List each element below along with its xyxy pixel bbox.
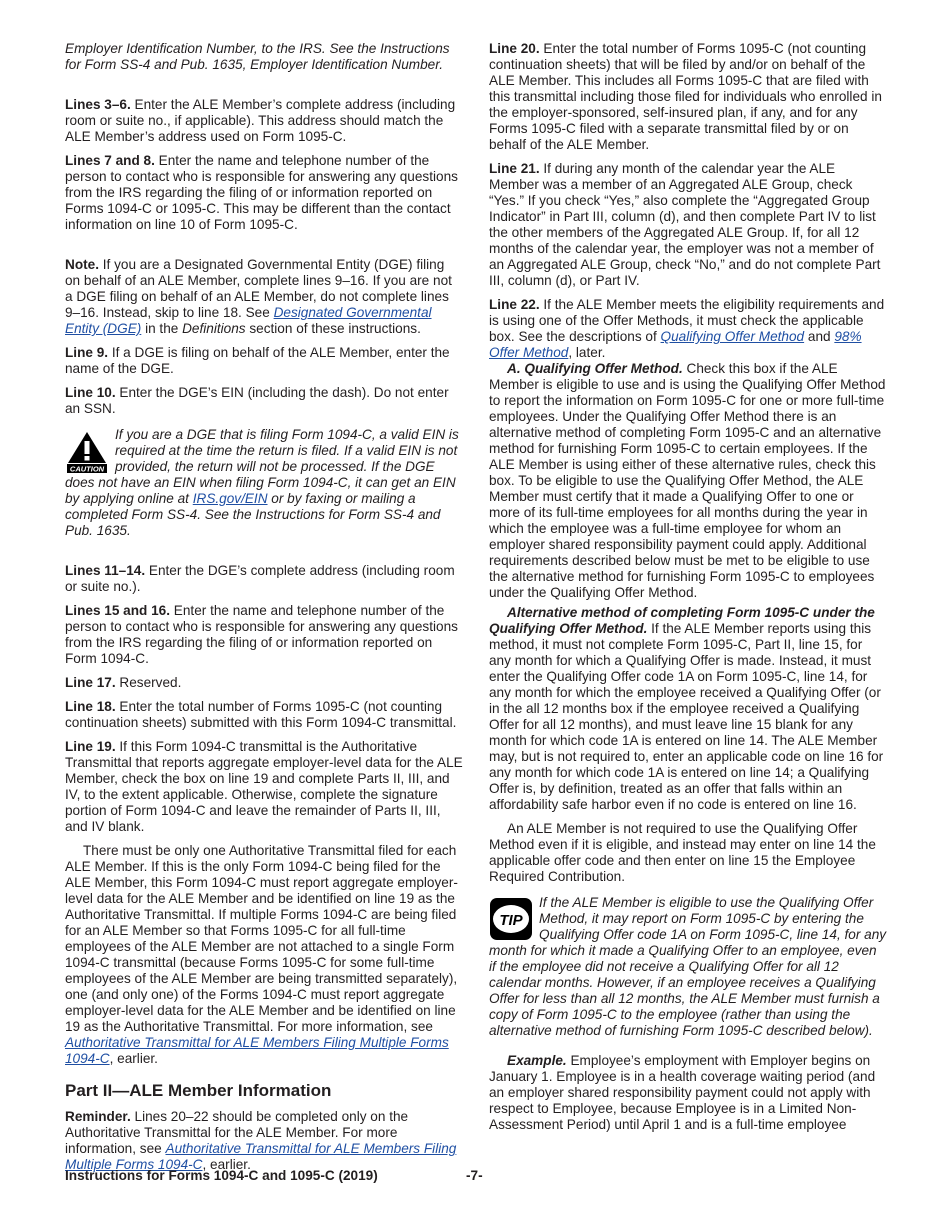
paragraph-example (489, 1053, 887, 1133)
tip-icon (489, 897, 533, 941)
paragraph-line-20 (489, 41, 887, 153)
link-authoritative-transmittal-reminder[interactable]: Authoritative Transmittal for ALE Members Filing Multiple Forms 1094-C (65, 1141, 457, 1172)
heading-line-19: Line 19. (65, 739, 116, 754)
text-line-19: If this Form 1094-C transmittal is the Authoritative Transmittal that reports aggregate employer-level data for the ALE Member, check the box on line 19 and complete Parts II, III, and IV, to the extent applicable. Otherwise, complete the signature portion of Form 1094-C and leave the remainder of Parts II, III, and IV blank. (65, 739, 463, 834)
paragraph-lines-7-8 (65, 153, 463, 233)
text-line-20: Enter the total number of Forms 1095-C (not counting continuation sheets) that will be filed by and/or on behalf of the ALE Member. This includes all Forms 1095-C that are filed with this transmittal including those filed for individuals who enrolled in the employer-sponsored, self-insured plan, if any, and for any Forms 1095-C filed with a separate transmittal filed by or on behalf of the ALE Member. (489, 41, 882, 152)
text-lines-3-6: Enter the ALE Member’s complete address (including room or suite no., if applicable). This address should match the ALE Member’s address used on Form 1095-C. (65, 97, 456, 144)
text-note-definitions: Definitions (182, 321, 246, 336)
heading-alternative-method: Alternative method of completing Form 1095-C under the Qualifying Offer Method. (489, 605, 875, 636)
tip-text: If the ALE Member is eligible to use the Qualifying Offer Method, it may report on Form 1095-C by entering the Qualifying Offer code 1A on Form 1095-C, line 14, for any month for which it made a Qualifying Offer to an employee, even if the employee did not receive a Qualifying Offer for all 12 calendar months. However, if an employee receives a Qualifying Offer for less than all 12 months, the ALE Member must furnish a copy of Form 1095-C to the employee (rather than using the alternative method of furnishing Form 1095-C described below). (489, 895, 887, 1038)
paragraph-authoritative-transmittal (65, 843, 463, 1067)
heading-line-20: Line 20. (489, 41, 540, 56)
text-example: Employee’s employment with Employer begins on January 1. Employee is in a health coverage waiting period (and an employer shared responsibility payment could not apply with respect to Employee, because Employee is in a Limited Non-Assessment Period) until April 1 and is a full-time employee (489, 1053, 876, 1132)
text-line-21: If during any month of the calendar year the ALE Member was a member of an Aggregated ALE Group, check “Yes.” If you check “Yes,” also complete the “Aggregated Group Indicator” in Part III, column (d), and then complete Part IV to list the other members of the Aggregated ALE Group. If, for all 12 months of the calendar year, the employer was not a member of an Aggregated ALE Group, check “No,” and do not complete Part III, column (d), or Part IV. (489, 161, 881, 288)
paragraph-line-9 (65, 345, 463, 377)
text-reminder-2: , earlier. (202, 1157, 251, 1172)
paragraph-not-required: An ALE Member is not required to use the Qualifying Offer Method even if it is eligible, and instead may enter on line 14 the applicable offer code and then enter on line 15 the Employee Required Contribution. (489, 821, 876, 884)
tip-callout (489, 895, 887, 1039)
heading-line-10: Line 10. (65, 385, 116, 400)
left-column (65, 41, 463, 1181)
text-qualifying-offer-method: Check this box if the ALE Member is eligible to use and is using the Qualifying Offer Method to report the information on Form 1095-C for one or more full-time employees. Under the Qualifying Offer Method there is an alternative method of completing Form 1095-C and an alternative method for furnishing Form 1095-C to certain employees. If the ALE Member is using either of these alternative rules, check this box. To be eligible to use the Qualifying Offer Method, the ALE Member must certify that it made a Qualifying Offer to one or more of its full-time employees for all months during the year in which the employee was a full-time employee for whom an employer shared responsibility payment could apply. Additional requirements described below must be met to be eligible to use the alternative method for furnishing Form 1095-C to employees under the Qualifying Offer Method. (489, 361, 886, 600)
paragraph-line-21 (489, 161, 887, 289)
text-authoritative-2: , earlier. (109, 1051, 158, 1066)
link-98-offer-method[interactable]: 98% Offer Method (489, 329, 862, 360)
text-lines-15-16: Enter the name and telephone number of the person to contact who is responsible for answering any questions from the IRS regarding the filing of or information reported on Form 1094-C. (65, 603, 458, 666)
right-column (489, 41, 887, 1141)
text-note-3: section of these instructions. (245, 321, 421, 336)
heading-example: Example. (507, 1053, 567, 1068)
paragraph-ein-continued: Employer Identification Number, to the IRS. See the Instructions for Form SS-4 and Pub. 1635, Employer Identification Number. (65, 41, 450, 72)
heading-lines-7-8: Lines 7 and 8. (65, 153, 155, 168)
text-line-10: Enter the DGE’s EIN (including the dash). Do not enter an SSN. (65, 385, 449, 416)
paragraph-line-17 (65, 675, 463, 691)
paragraph-alternative-method (489, 605, 887, 813)
heading-line-22: Line 22. (489, 297, 540, 312)
heading-line-9: Line 9. (65, 345, 109, 360)
text-note-2: in the (141, 321, 183, 336)
tip-label: TIP (499, 912, 523, 929)
text-line-22-3: , later. (568, 345, 606, 360)
paragraph-reminder (65, 1109, 463, 1173)
heading-qualifying-offer-method: A. Qualifying Offer Method. (507, 361, 683, 376)
paragraph-line-10 (65, 385, 463, 417)
heading-line-18: Line 18. (65, 699, 116, 714)
link-qualifying-offer-method[interactable]: Qualifying Offer Method (660, 329, 805, 344)
text-line-22-2: and (804, 329, 835, 344)
heading-note: Note. (65, 257, 99, 272)
heading-reminder: Reminder. (65, 1109, 131, 1124)
text-authoritative-1: There must be only one Authoritative Transmittal filed for each ALE Member. If this is the only Form 1094-C being filed for the ALE Member, this Form 1094-C must report aggregate employer-level data for the ALE Member and be identified on line 19 as the Authoritative Transmittal. If multiple Forms 1094-C are being filed for an ALE Member so that Forms 1095-C for all full-time employees of the ALE Member are not attached to a single Form 1094-C transmittal (because Forms 1095-C for some full-time employees of the ALE Member are being transmitted separately), one (and only one) of the Forms 1094-C must report aggregate employer-level data for the ALE Member and be identified on line 19 as the Authoritative Transmittal. For more information, see (65, 843, 458, 1034)
link-designated-governmental-entity[interactable]: Designated Governmental Entity (DGE) (65, 305, 432, 336)
paragraph-line-22 (489, 297, 887, 361)
text-line-17: Reserved. (115, 675, 182, 690)
link-irs-gov-ein[interactable]: IRS.gov/EIN (192, 491, 268, 506)
text-alternative-method: If the ALE Member reports using this method, it must not complete Form 1095-C, Part II, line 15, for any month for which a Qualifying Offer is made. Instead, it must enter the Qualifying Offer code 1A on Form 1095-C, line 14, for any month for which the employee received a Qualifying Offer (or in the all 12 months box if the employee received a Qualifying Offer for all 12 months), and must leave line 15 blank for any month for which code 1A is entered on line 14. The ALE Member may, but is not required to, enter an applicable code on line 16 for any month for which code 1A is entered on line 14; a Qualifying Offer is, by definition, treated as an offer that falls within an affordability safe harbor even if no code is entered on line 16. (489, 621, 884, 812)
heading-line-21: Line 21. (489, 161, 540, 176)
heading-line-17: Line 17. (65, 675, 116, 690)
caution-callout (65, 427, 463, 539)
heading-lines-3-6: Lines 3–6. (65, 97, 131, 112)
caution-text-2: or by faxing or mailing a completed Form SS-4. See the Instructions for Form SS-4 and Pub. 1635. (65, 491, 441, 538)
paragraph-line-19 (65, 739, 463, 835)
paragraph-note (65, 257, 463, 337)
text-lines-7-8: Enter the name and telephone number of the person to contact who is responsible for answering any questions from the IRS regarding the filing of or information reported on Forms 1094-C or 1095-C. This may be different than the contact information on line 10 of Form 1095-C. (65, 153, 458, 232)
paragraph-line-18 (65, 699, 463, 731)
paragraph-lines-11-14 (65, 563, 463, 595)
section-heading-part-2: Part II—ALE Member Information (65, 1081, 332, 1100)
heading-lines-11-14: Lines 11–14. (65, 563, 146, 578)
text-line-22-1: If the ALE Member meets the eligibility requirements and is using one of the Offer Methods, it must check the applicable box. See the descriptions of (489, 297, 885, 344)
caution-icon (65, 429, 109, 473)
text-line-9: If a DGE is filing on behalf of the ALE Member, enter the name of the DGE. (65, 345, 450, 376)
text-note-1: If you are a Designated Governmental Entity (DGE) filing on behalf of an ALE Member, complete lines 9–16. If you are not a DGE filing on behalf of an ALE Member, do not complete lines 9–16. Instead, skip to line 18. See (65, 257, 452, 320)
text-line-18: Enter the total number of Forms 1095-C (not counting continuation sheets) submitted with this Form 1094-C transmittal. (65, 699, 457, 730)
heading-lines-15-16: Lines 15 and 16. (65, 603, 171, 618)
text-lines-11-14: Enter the DGE’s complete address (including room or suite no.). (65, 563, 455, 594)
caution-text-1: If you are a DGE that is filing Form 1094-C, a valid EIN is required at the time the return is filed. If a valid EIN is not provided, the return will not be processed. If the DGE does not have an EIN when filing Form 1094-C, it can get an EIN by applying online at (65, 427, 459, 506)
link-authoritative-transmittal[interactable]: Authoritative Transmittal for ALE Members Filing Multiple Forms 1094-C (65, 1035, 449, 1066)
page-number: -7- (466, 1168, 483, 1183)
paragraph-qualifying-offer-method (489, 361, 887, 601)
footer-title: Instructions for Forms 1094-C and 1095-C (2019) (65, 1168, 378, 1183)
text-reminder-1: Lines 20–22 should be completed only on the Authoritative Transmittal for the ALE Member. For more information, see (65, 1109, 409, 1156)
caution-label: CAUTION (69, 464, 105, 473)
paragraph-lines-15-16 (65, 603, 463, 667)
paragraph-lines-3-6 (65, 97, 463, 145)
